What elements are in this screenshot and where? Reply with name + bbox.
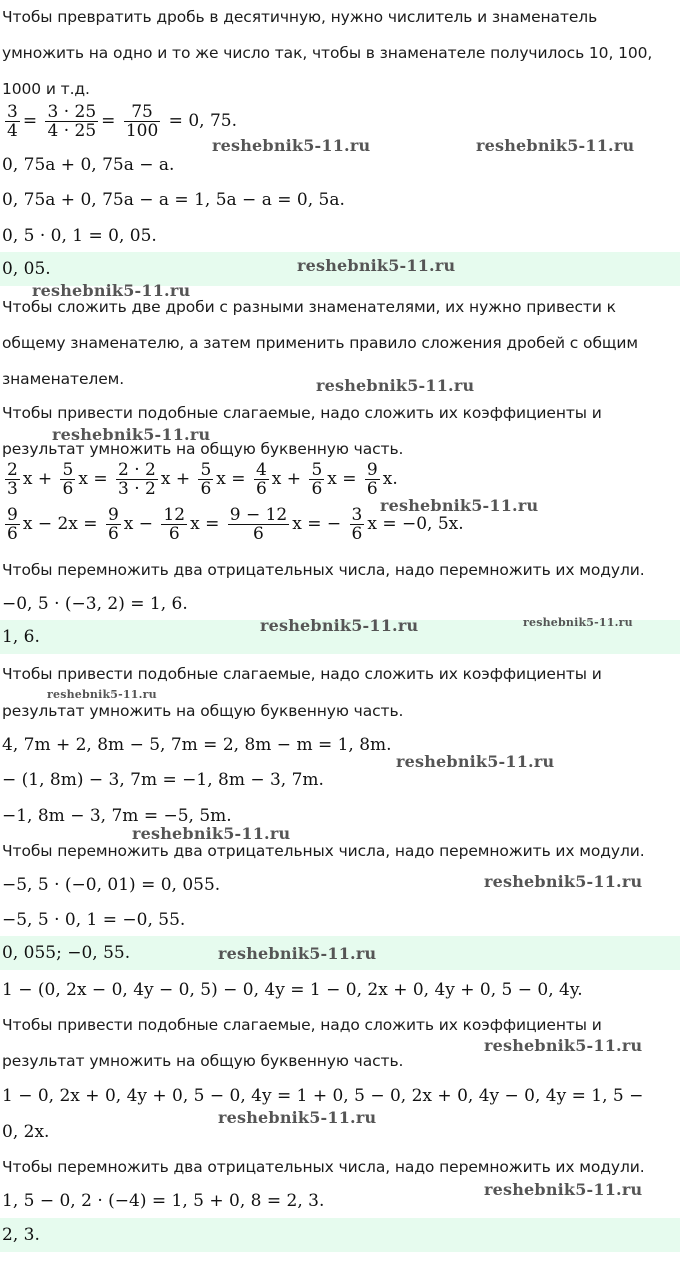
answer-box: 0, 05. xyxy=(0,252,680,286)
rule-like-terms-line1: Чтобы привести подобные слагаемые, надо сложить их коэффициенты и xyxy=(2,404,602,422)
watermark: reshebnik5-11.ru xyxy=(316,376,475,395)
watermark: reshebnik5-11.ru xyxy=(32,281,191,300)
answer-box: 1, 6. xyxy=(0,620,680,654)
rule-add-line3: знаменателем. xyxy=(2,370,125,388)
rule-negatives: Чтобы перемножить два отрицательных числа, надо перемножить их модули. xyxy=(2,561,645,579)
fraction-equation-3: $\frac{9}{6}$ x − 2x = $\frac{9}{6}$ x − $\frac{12}{6}$ x = $\frac{9 - 12}{6}$ x = − $\frac{3}{6}$ x = −0, 5x. xyxy=(7,505,464,544)
answer-box: 2, 3. xyxy=(0,1218,680,1252)
rule-like-terms-line2: результат умножить на общую буквенную часть. xyxy=(2,702,404,720)
watermark: reshebnik5-11.ru xyxy=(484,872,643,891)
rule-add-line1: Чтобы сложить две дроби с разными знаменателями, их нужно привести к xyxy=(2,298,616,316)
expression-line: −5, 5 · 0, 1 = −0, 55. xyxy=(2,910,186,930)
watermark: reshebnik5-11.ru xyxy=(297,256,456,275)
expression-line: 4, 7m + 2, 8m − 5, 7m = 2, 8m − m = 1, 8m. xyxy=(2,735,392,755)
fraction-equation-1: $\frac{3}{4}$ = $\frac{3 \cdot 25}{4 \cdot 25}$ = $\frac{75}{100}$ = 0, 75. xyxy=(7,102,237,141)
rule-like-terms-line2: результат умножить на общую буквенную часть. xyxy=(2,440,404,458)
expression-line: 1, 5 − 0, 2 · (−4) = 1, 5 + 0, 8 = 2, 3. xyxy=(2,1191,325,1211)
expression-line: 0, 75a + 0, 75a − a = 1, 5a − a = 0, 5a. xyxy=(2,190,345,210)
expression-line: −0, 5 · (−3, 2) = 1, 6. xyxy=(2,594,188,614)
watermark: reshebnik5-11.ru xyxy=(260,616,419,635)
watermark: reshebnik5-11.ru xyxy=(132,824,291,843)
rule-decimal-line2: умножить на одно и то же число так, чтобы в знаменателе получилось 10, 100, xyxy=(2,44,653,62)
watermark: reshebnik5-11.ru xyxy=(396,752,555,771)
fraction-equation-2: $\frac{2}{3}$ x + $\frac{5}{6}$ x = $\frac{2 \cdot 2}{3 \cdot 2}$ x + $\frac{5}{6}$ x = $\frac{4}{6}$ x + $\frac{5}{6}$ x = $\frac{9}{6}$ x. xyxy=(7,460,398,499)
expression-line: 0, 75a + 0, 75a − a. xyxy=(2,155,175,175)
expression-line: − (1, 8m) − 3, 7m = −1, 8m − 3, 7m. xyxy=(2,770,324,790)
expression-line: −1, 8m − 3, 7m = −5, 5m. xyxy=(2,806,232,826)
watermark: reshebnik5-11.ru xyxy=(52,425,211,444)
answer-box: 0, 055; −0, 55. xyxy=(0,936,680,970)
rule-negatives: Чтобы перемножить два отрицательных числа, надо перемножить их модули. xyxy=(2,1158,645,1176)
rule-like-terms-line1: Чтобы привести подобные слагаемые, надо сложить их коэффициенты и xyxy=(2,665,602,683)
expression-line: 0, 5 · 0, 1 = 0, 05. xyxy=(2,226,157,246)
watermark: reshebnik5-11.ru xyxy=(484,1180,643,1199)
rule-decimal-line1: Чтобы превратить дробь в десятичную, нужно числитель и знаменатель xyxy=(2,8,598,26)
expression-line: −5, 5 · (−0, 01) = 0, 055. xyxy=(2,875,221,895)
rule-decimal-line3: 1000 и т.д. xyxy=(2,80,90,98)
rule-like-terms-line1: Чтобы привести подобные слагаемые, надо сложить их коэффициенты и xyxy=(2,1016,602,1034)
expression-line: 1 − 0, 2x + 0, 4y + 0, 5 − 0, 4y = 1 + 0, 5 − 0, 2x + 0, 4y − 0, 4y = 1, 5 − xyxy=(2,1086,644,1106)
expression-line: 1 − (0, 2x − 0, 4y − 0, 5) − 0, 4y = 1 − 0, 2x + 0, 4y + 0, 5 − 0, 4y. xyxy=(2,980,583,1000)
watermark: reshebnik5-11.ru xyxy=(380,496,539,515)
watermark: reshebnik5-11.ru xyxy=(218,944,377,963)
rule-negatives: Чтобы перемножить два отрицательных числа, надо перемножить их модули. xyxy=(2,842,645,860)
watermark: reshebnik5-11.ru xyxy=(484,1036,643,1055)
watermark: reshebnik5-11.ru xyxy=(218,1108,377,1127)
watermark: reshebnik5-11.ru xyxy=(212,136,371,155)
rule-add-line2: общему знаменателю, а затем применить правило сложения дробей с общим xyxy=(2,334,638,352)
watermark: reshebnik5-11.ru xyxy=(47,688,157,701)
expression-line: 0, 2x. xyxy=(2,1122,50,1142)
watermark: reshebnik5-11.ru xyxy=(476,136,635,155)
rule-like-terms-line2: результат умножить на общую буквенную часть. xyxy=(2,1052,404,1070)
watermark: reshebnik5-11.ru xyxy=(523,616,633,629)
